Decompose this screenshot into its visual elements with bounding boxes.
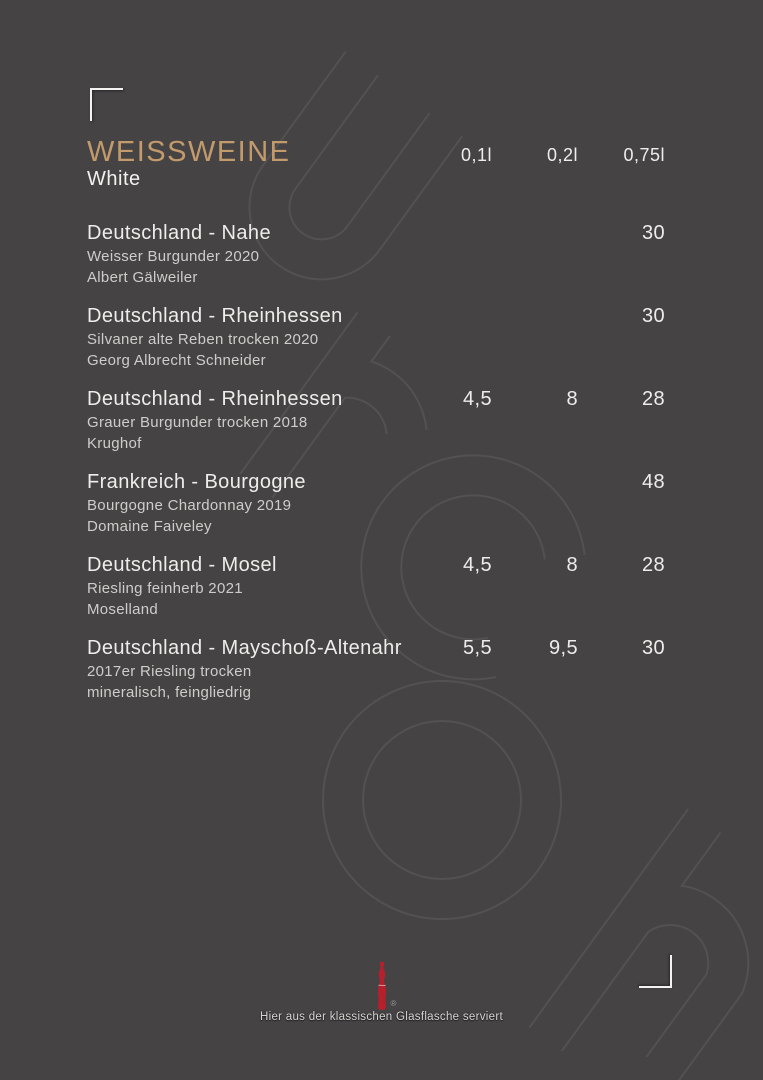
size-column-075: 0,75l [623, 145, 665, 165]
menu-header-row [87, 137, 665, 191]
wine-producer: Krughof [87, 435, 142, 452]
wine-row [87, 469, 665, 537]
size-column-01: 0,1l [460, 145, 492, 165]
price-02: 9,5 [548, 637, 578, 659]
wine-name: Weisser Burgunder 2020 [87, 248, 260, 265]
page-title: WEISSWEINE [87, 136, 291, 168]
corner-bracket-bottom-right [639, 955, 672, 988]
wine-region: Deutschland - Rheinhessen [87, 388, 343, 410]
menu-content [87, 137, 665, 703]
wine-info [87, 635, 406, 703]
wine-row [87, 303, 665, 371]
price-02 [492, 303, 578, 371]
wine-row [87, 386, 665, 454]
wine-producer: Domaine Faiveley [87, 518, 212, 535]
price-01: 4,5 [462, 388, 492, 410]
wine-name: Bourgogne Chardonnay 2019 [87, 497, 292, 514]
price-075: 30 [641, 637, 665, 659]
wine-row [87, 552, 665, 620]
menu-header [87, 137, 406, 191]
wine-region: Deutschland - Mosel [87, 554, 277, 576]
wine-info [87, 552, 406, 620]
wine-region: Deutschland - Nahe [87, 222, 271, 244]
price-075: 48 [641, 471, 665, 493]
wine-producer: mineralisch, feingliedrig [87, 684, 252, 701]
wine-list [87, 220, 665, 703]
wine-region: Frankreich - Bourgogne [87, 471, 306, 493]
wine-producer: Georg Albrecht Schneider [87, 352, 266, 369]
size-column-02: 0,2l [546, 145, 578, 165]
footer-caption: Hier aus der klassischen Glasflasche serviert [260, 1011, 503, 1023]
wine-region: Deutschland - Mayschoß-Altenahr [87, 637, 402, 659]
price-075: 28 [641, 388, 665, 410]
wine-name: Silvaner alte Reben trocken 2020 [87, 331, 319, 348]
price-075: 30 [641, 305, 665, 327]
wine-info [87, 469, 406, 537]
wine-producer: Moselland [87, 601, 159, 618]
wine-info [87, 386, 406, 454]
wine-name: Riesling feinherb 2021 [87, 580, 243, 597]
wine-name: 2017er Riesling trocken [87, 663, 252, 680]
price-02: 8 [566, 388, 578, 410]
price-01: 4,5 [462, 554, 492, 576]
wine-name: Grauer Burgunder trocken 2018 [87, 414, 308, 431]
corner-bracket-top-left [90, 88, 123, 121]
registered-trademark-symbol: ® [390, 999, 397, 1008]
price-02: 8 [566, 554, 578, 576]
price-075: 30 [641, 222, 665, 244]
price-02 [492, 220, 578, 288]
price-02 [492, 469, 578, 537]
wine-producer: Albert Gälweiler [87, 269, 198, 286]
watermark-letter-o [343, 701, 541, 899]
wine-region: Deutschland - Rheinhessen [87, 305, 343, 327]
wine-info [87, 303, 406, 371]
price-01 [406, 220, 492, 288]
cola-bottle-icon [373, 962, 390, 1010]
page-subtitle: White [87, 168, 141, 190]
wine-row [87, 220, 665, 288]
price-075: 28 [641, 554, 665, 576]
price-01 [406, 303, 492, 371]
watermark-letter-h [546, 821, 763, 1080]
price-01: 5,5 [462, 637, 492, 659]
wine-info [87, 220, 406, 288]
price-01 [406, 469, 492, 537]
wine-row [87, 635, 665, 703]
